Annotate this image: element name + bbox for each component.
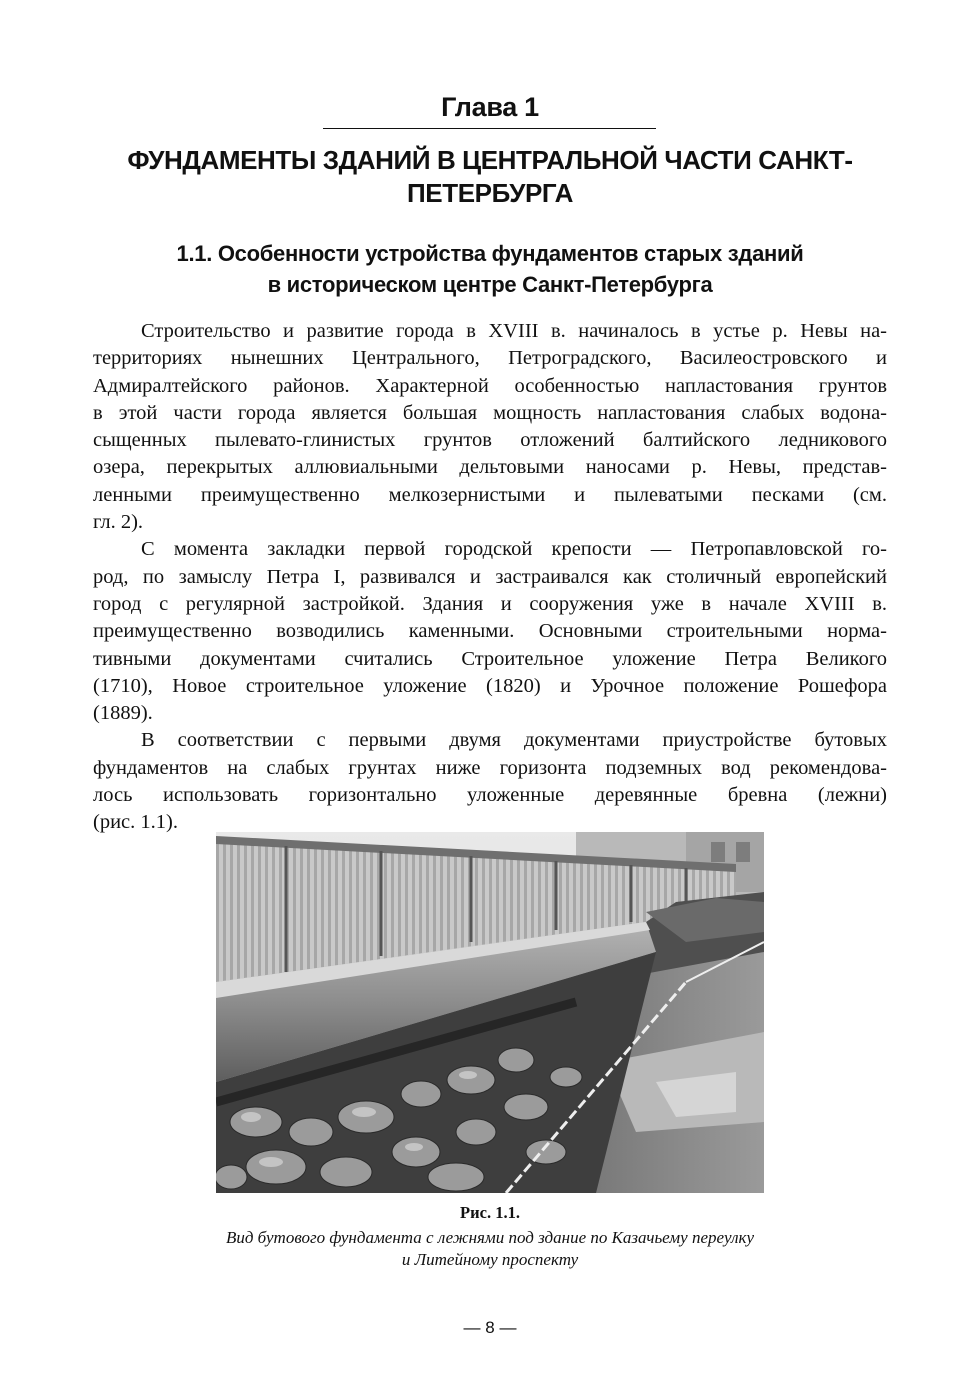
- paragraph-line: Адмиралтейского районов. Характерной особенностью напластования грунтов: [93, 374, 887, 397]
- chapter-underline: [323, 128, 656, 129]
- figure-caption-line: Вид бутового фундамента с лежнями под здание по Казачьему переулку: [225, 1228, 755, 1247]
- foundation-photo: [216, 832, 764, 1193]
- paragraph-line: озера, перекрытых аллювиальными дельтовыми наносами р. Невы, представ-: [93, 456, 887, 479]
- paragraph-line: гл. 2).: [93, 511, 144, 534]
- paragraph-line: ленными преимущественно мелкозернистыми и пылеватыми песками (см.: [93, 483, 887, 506]
- chapter-title-line: ПЕТЕРБУРГА: [406, 178, 574, 208]
- body-text: [93, 318, 887, 837]
- paragraph-line: тивными документами считались Строительное уложение Петра Великого: [93, 647, 887, 670]
- paragraph-line: род, по замыслу Петра I, развивался и застраивался как столичный европейский: [93, 565, 887, 588]
- paragraph-line: город с регулярной застройкой. Здания и сооружения уже в начале XVIII в.: [93, 592, 887, 615]
- paragraph-line: (1889).: [93, 702, 153, 725]
- chapter-label: Глава 1: [441, 92, 539, 122]
- section-title-line: 1.1. Особенности устройства фундаментов старых зданий: [176, 241, 804, 266]
- figure-caption-line: и Литейному проспекту: [401, 1250, 579, 1269]
- page-number: — 8 —: [463, 1318, 517, 1337]
- paragraph-line: территориях нынешних Центрального, Петроградского, Василеостровского и: [93, 347, 887, 370]
- paragraph-line: преимущественно возводились каменными. Основными строительными норма-: [93, 620, 887, 643]
- section-title-line: в историческом центре Санкт-Петербурга: [267, 272, 713, 297]
- chapter-title-line: ФУНДАМЕНТЫ ЗДАНИЙ В ЦЕНТРАЛЬНОЙ ЧАСТИ САНКТ-: [127, 145, 853, 175]
- section-title: [60, 238, 920, 300]
- paragraph-line: сыщенных пылевато-глинистых грунтов отложений балтийского ледникового: [93, 429, 887, 452]
- figure-caption: [0, 1227, 980, 1271]
- paragraph-line: В соответствии с первыми двумя документами приустройстве бутовых: [141, 729, 887, 752]
- paragraph-line: (1710), Новое строительное уложение (1820) и Урочное положение Рошефора: [93, 674, 887, 697]
- paragraph-line: фундаментов на слабых грунтах ниже горизонта подземных вод рекомендова-: [93, 756, 887, 779]
- paragraph-line: лось использовать горизонтально уложенные деревянные бревна (лежни): [93, 784, 887, 807]
- paragraph-line: (рис. 1.1).: [93, 811, 178, 834]
- paragraph-line: С момента закладки первой городской крепости — Петропавловской го-: [141, 538, 887, 561]
- paragraph-line: Строительство и развитие города в XVIII в. начиналось в устье р. Невы на-: [141, 320, 887, 342]
- figure-label: Рис. 1.1.: [460, 1203, 520, 1222]
- paragraph-line: в этой части города является большая мощность напластования слабых водона-: [93, 401, 887, 424]
- chapter-title: [60, 144, 920, 210]
